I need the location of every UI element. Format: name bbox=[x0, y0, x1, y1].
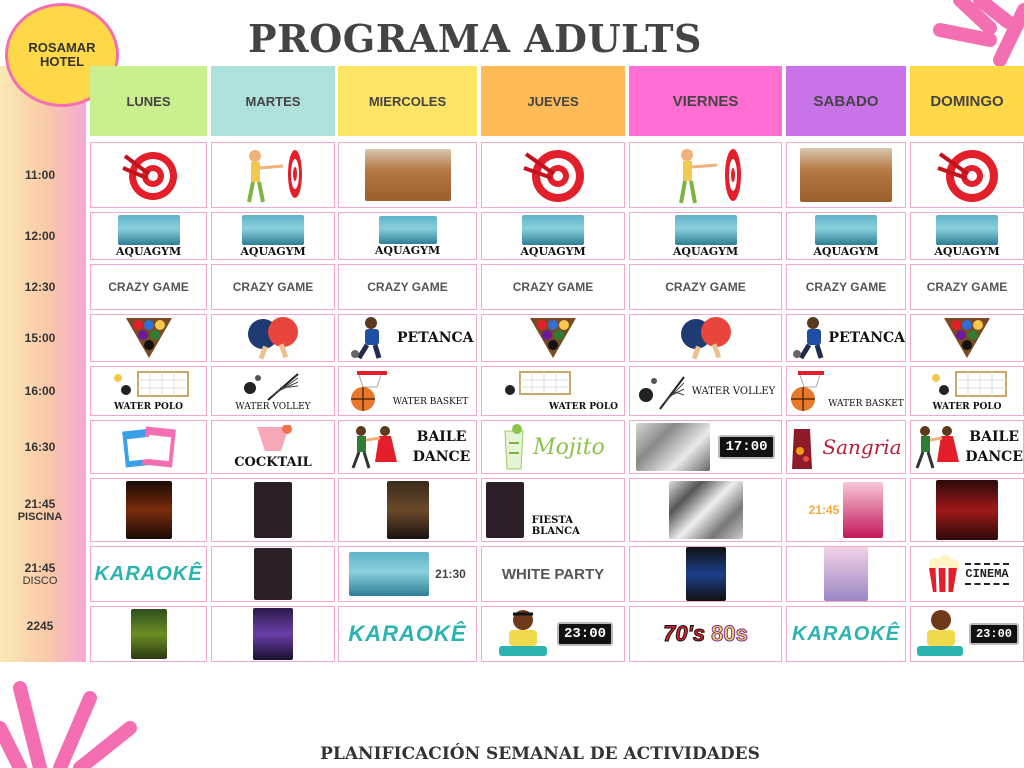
dance-label: DANCE bbox=[965, 449, 1023, 465]
petanca-player-icon bbox=[349, 316, 389, 360]
aquagym-image bbox=[522, 215, 584, 245]
archery-icon bbox=[233, 146, 313, 204]
bingo-cards-icon bbox=[120, 424, 178, 470]
cell-lunes-2145-piscina bbox=[90, 478, 207, 542]
show-poster-image bbox=[843, 482, 883, 538]
day-header-lunes: LUNES bbox=[90, 66, 207, 136]
cell-viernes-1500 bbox=[629, 314, 782, 362]
cell-domingo-1630 bbox=[910, 420, 1024, 474]
bocce-board-image bbox=[800, 148, 892, 202]
water-volley-net-icon bbox=[636, 371, 688, 411]
day-header-viernes: VIERNES bbox=[629, 66, 782, 136]
basketball-hoop-icon bbox=[788, 369, 826, 413]
cell-sabado-1200: AQUAGYM bbox=[786, 212, 906, 260]
time-slot-6: 16:30 bbox=[24, 440, 56, 454]
cell-jueves-2245 bbox=[481, 606, 625, 662]
cell-sabado-1630: Sangria bbox=[786, 420, 906, 474]
cell-lunes-2245 bbox=[90, 606, 207, 662]
show-poster-image bbox=[254, 482, 292, 538]
show-poster-image bbox=[936, 480, 998, 540]
cell-jueves-1100 bbox=[481, 142, 625, 208]
cell-viernes-2145-piscina bbox=[629, 478, 782, 542]
cell-miercoles-2245: KARAOKÊ bbox=[338, 606, 477, 662]
cell-viernes-1230: CRAZY GAME bbox=[629, 264, 782, 310]
clock-badge: 23:00 bbox=[969, 623, 1019, 645]
time-slot-2: 12:00 bbox=[24, 229, 56, 243]
ping-pong-paddles-icon bbox=[241, 316, 305, 360]
cell-martes-1100 bbox=[211, 142, 335, 208]
cell-martes-2245 bbox=[211, 606, 335, 662]
show-poster-image bbox=[126, 481, 172, 539]
cell-sabado-2145-piscina: 21:45 bbox=[786, 478, 906, 542]
water-volley-net-icon bbox=[238, 370, 308, 402]
billiard-balls-icon bbox=[528, 316, 578, 360]
cell-sabado-1100 bbox=[786, 142, 906, 208]
cell-miercoles-2145-piscina bbox=[338, 478, 477, 542]
cell-jueves-1630: Mojito bbox=[481, 420, 625, 474]
dancing-couple-icon bbox=[345, 424, 401, 470]
cell-jueves-1200: AQUAGYM bbox=[481, 212, 625, 260]
cell-lunes-1200: AQUAGYM bbox=[90, 212, 207, 260]
show-poster-image bbox=[686, 547, 726, 601]
time-slot-5: 16:00 bbox=[24, 384, 56, 398]
cell-martes-1200: AQUAGYM bbox=[211, 212, 335, 260]
cell-jueves-1230: CRAZY GAME bbox=[481, 264, 625, 310]
cell-martes-1630: COCKTAIL bbox=[211, 420, 335, 474]
cell-jueves-2145-piscina: FIESTA BLANCA bbox=[481, 478, 625, 542]
time-slot-3: 12:30 bbox=[24, 280, 56, 294]
dart-target-icon bbox=[522, 146, 584, 204]
decorative-burst-bottom-left bbox=[0, 668, 140, 768]
page-title: PROGRAMA ADULTS bbox=[248, 16, 702, 61]
cell-jueves-1500 bbox=[481, 314, 625, 362]
baile-label: BAILE bbox=[416, 429, 467, 445]
archery-icon bbox=[663, 145, 749, 205]
cell-domingo-1230: CRAZY GAME bbox=[910, 264, 1024, 310]
show-poster-image bbox=[824, 547, 868, 601]
cell-sabado-2145-disco bbox=[786, 546, 906, 602]
billiard-balls-icon bbox=[124, 316, 174, 360]
cell-miercoles-1630 bbox=[338, 420, 477, 474]
cell-miercoles-2145-disco: 21:30 bbox=[338, 546, 477, 602]
cell-domingo-1200: AQUAGYM bbox=[910, 212, 1024, 260]
cell-lunes-1630 bbox=[90, 420, 207, 474]
cell-martes-1600: WATER VOLLEY bbox=[211, 366, 335, 416]
cell-sabado-1600: WATER BASKET bbox=[786, 366, 906, 416]
cell-viernes-1630 bbox=[629, 420, 782, 474]
time-slot-9: 2245 bbox=[26, 619, 54, 633]
dj-character-icon bbox=[915, 608, 965, 660]
cell-martes-1230: CRAZY GAME bbox=[211, 264, 335, 310]
dj-character-icon bbox=[493, 608, 551, 660]
logo-line-2: HOTEL bbox=[39, 54, 85, 69]
aquagym-image bbox=[242, 215, 304, 245]
cell-lunes-1500 bbox=[90, 314, 207, 362]
photo-collage-image bbox=[669, 481, 743, 539]
show-poster-image bbox=[486, 482, 524, 538]
aquagym-image bbox=[815, 215, 877, 245]
cell-martes-2145-disco bbox=[211, 546, 335, 602]
show-poster-image bbox=[387, 481, 429, 539]
cell-miercoles-1600: WATER BASKET bbox=[338, 366, 477, 416]
cell-viernes-2145-disco bbox=[629, 546, 782, 602]
popcorn-icon bbox=[925, 554, 961, 594]
dance-label: DANCE bbox=[412, 449, 471, 465]
cell-domingo-1500 bbox=[910, 314, 1024, 362]
time-slot-7: 21:45 PISCINA bbox=[17, 497, 63, 523]
clock-badge: 17:00 bbox=[718, 435, 774, 459]
cell-sabado-1500: PETANCA bbox=[786, 314, 906, 362]
day-header-miercoles: MIERCOLES bbox=[338, 66, 477, 136]
page-footer: PLANIFICACIÓN SEMANAL DE ACTIVIDADES bbox=[320, 744, 760, 764]
billiard-balls-icon bbox=[942, 316, 992, 360]
day-header-domingo: DOMINGO bbox=[910, 66, 1024, 136]
cell-jueves-2145-disco: WHITE PARTY bbox=[481, 546, 625, 602]
day-header-sabado: SABADO bbox=[786, 66, 906, 136]
cell-miercoles-1200: AQUAGYM bbox=[338, 212, 477, 260]
dart-target-icon bbox=[121, 148, 177, 202]
cell-martes-2145-piscina bbox=[211, 478, 335, 542]
show-poster-image bbox=[254, 548, 292, 600]
clock-badge: 23:00 bbox=[557, 622, 613, 646]
aquagym-image bbox=[118, 215, 180, 245]
ping-pong-paddles-icon bbox=[674, 316, 738, 360]
petanca-player-icon bbox=[791, 316, 824, 360]
sangria-pitcher-icon bbox=[790, 423, 816, 471]
dart-target-icon bbox=[936, 146, 998, 204]
time-slot-4: 15:00 bbox=[24, 331, 56, 345]
baile-label: BAILE bbox=[969, 429, 1020, 445]
cell-viernes-2245: 70's 80s bbox=[629, 606, 782, 662]
cell-viernes-1100 bbox=[629, 142, 782, 208]
time-slot-1: 11:00 bbox=[24, 168, 56, 182]
logo-line-1: ROSAMAR bbox=[28, 40, 96, 55]
basketball-hoop-icon bbox=[347, 369, 389, 413]
cell-jueves-1600: WATER POLO bbox=[481, 366, 625, 416]
hotel-pool-image bbox=[349, 552, 429, 596]
day-header-jueves: JUEVES bbox=[481, 66, 625, 136]
water-polo-goal-icon bbox=[498, 370, 608, 402]
cell-sabado-1230: CRAZY GAME bbox=[786, 264, 906, 310]
water-polo-goal-icon bbox=[104, 370, 194, 402]
cell-miercoles-1230: CRAZY GAME bbox=[338, 264, 477, 310]
cell-miercoles-1500: PETANCA bbox=[338, 314, 477, 362]
aquagym-image bbox=[936, 215, 998, 245]
cell-lunes-2145-disco: KARAOKÊ bbox=[90, 546, 207, 602]
cell-domingo-1100 bbox=[910, 142, 1024, 208]
cell-domingo-1600: WATER POLO bbox=[910, 366, 1024, 416]
mojito-glass-icon bbox=[501, 423, 527, 471]
bocce-board-image bbox=[365, 149, 451, 201]
cell-sabado-2245: KARAOKÊ bbox=[786, 606, 906, 662]
dancing-couple-icon bbox=[911, 424, 959, 470]
cell-martes-1500 bbox=[211, 314, 335, 362]
cell-viernes-1600: WATER VOLLEY bbox=[629, 366, 782, 416]
cocktail-glass-icon bbox=[251, 425, 295, 455]
show-poster-image bbox=[131, 609, 167, 659]
cell-viernes-1200: AQUAGYM bbox=[629, 212, 782, 260]
cell-domingo-2145-disco: CINEMA bbox=[910, 546, 1024, 602]
cell-lunes-1230: CRAZY GAME bbox=[90, 264, 207, 310]
cell-lunes-1100 bbox=[90, 142, 207, 208]
cell-lunes-1600: WATER POLO bbox=[90, 366, 207, 416]
party-crowd-image bbox=[636, 423, 710, 471]
cell-domingo-2245 bbox=[910, 606, 1024, 662]
cell-domingo-2145-piscina bbox=[910, 478, 1024, 542]
aquagym-image bbox=[379, 216, 437, 244]
aquagym-image bbox=[675, 215, 737, 245]
cell-miercoles-1100 bbox=[338, 142, 477, 208]
day-header-martes: MARTES bbox=[211, 66, 335, 136]
time-slot-8: 21:45 DISCO bbox=[22, 561, 58, 587]
water-polo-goal-icon bbox=[922, 370, 1012, 402]
show-poster-image bbox=[253, 608, 293, 660]
